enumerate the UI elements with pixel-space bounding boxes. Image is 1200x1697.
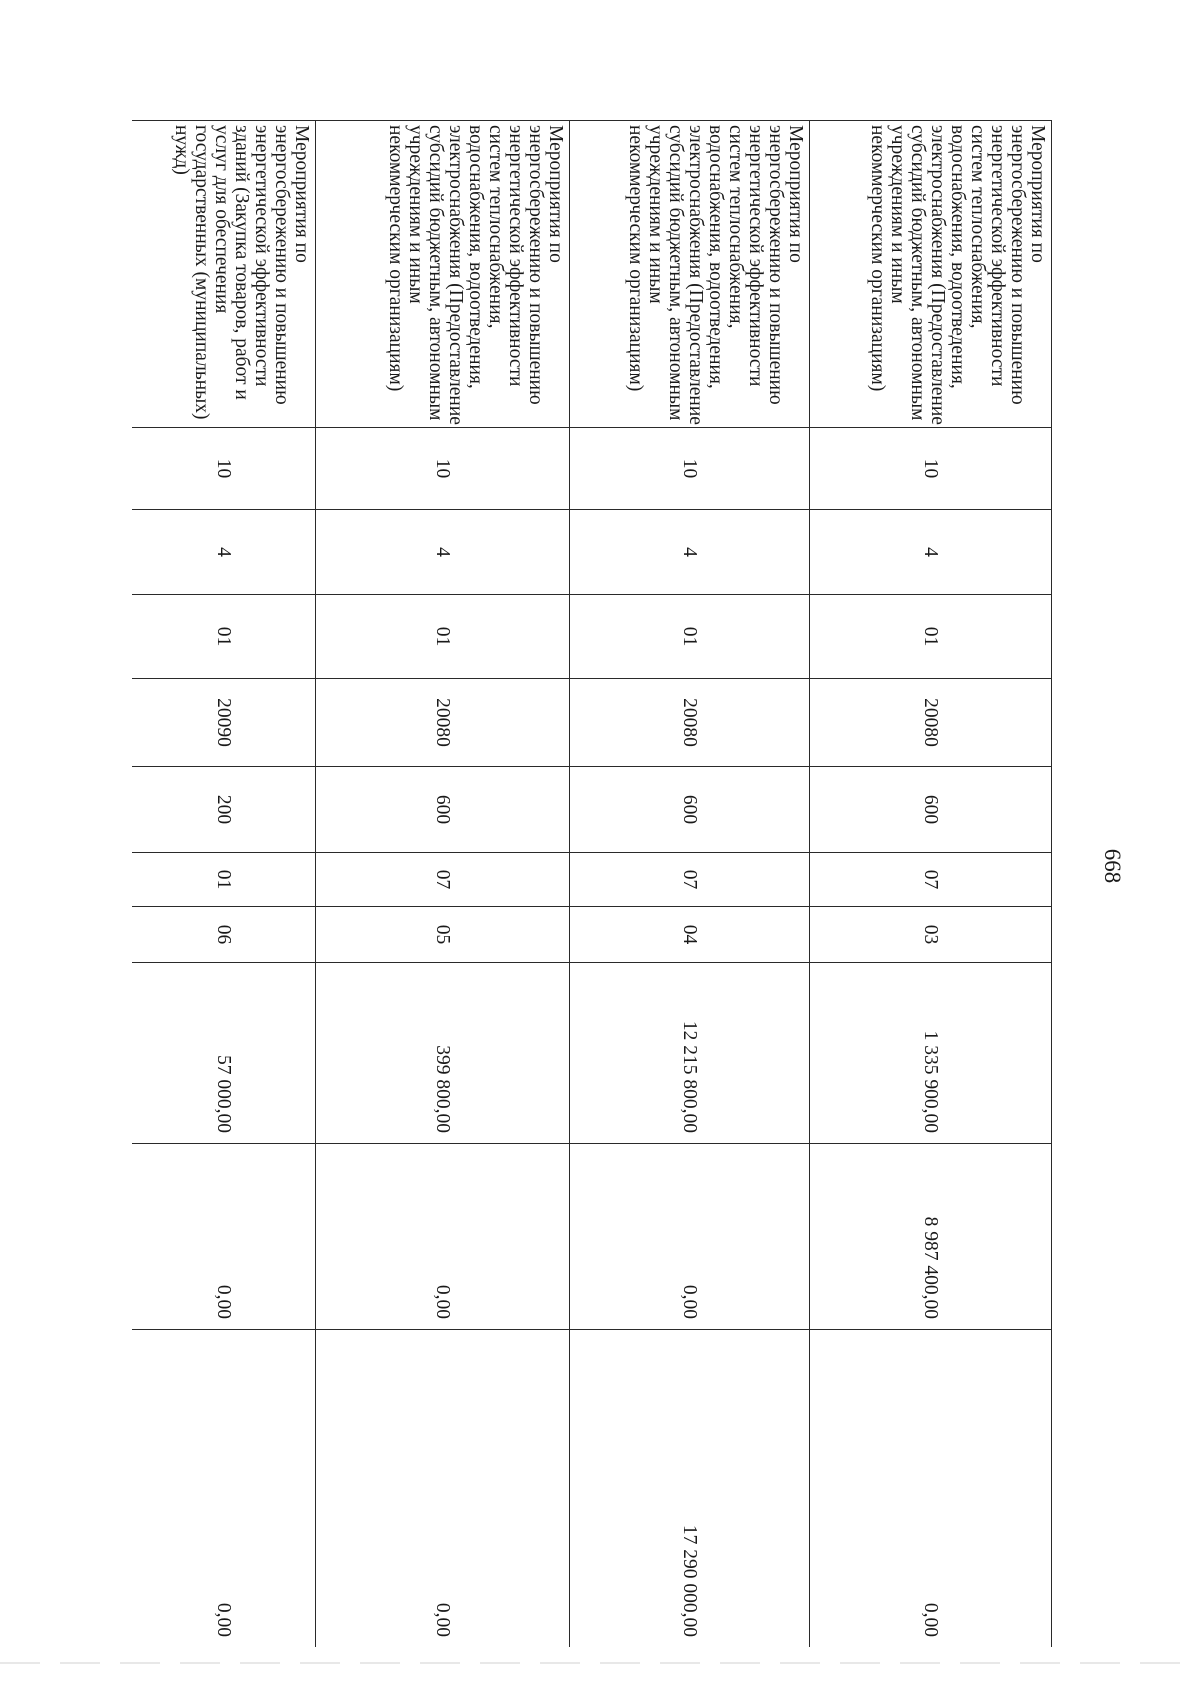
amount-cell: 17 290 000,00	[570, 1330, 810, 1648]
code-cell: 200	[132, 767, 316, 853]
code-cell: 10	[316, 428, 570, 510]
page-number: 668	[1100, 848, 1125, 884]
code-cell: 07	[810, 853, 1052, 907]
table-row	[132, 121, 316, 1648]
code-cell: 05	[316, 907, 570, 963]
code-cell: 01	[132, 853, 316, 907]
code-cell: 20080	[810, 679, 1052, 767]
amount-cell: 1 335 900,00	[810, 963, 1052, 1144]
amount-cell: 0,00	[810, 1330, 1052, 1648]
budget-table-frame	[132, 120, 1052, 1647]
rotated-table-container	[132, 120, 1052, 1647]
amount-cell: 0,00	[570, 1144, 810, 1330]
code-cell: 20080	[570, 679, 810, 767]
code-cell: 4	[570, 510, 810, 595]
code-cell: 07	[316, 853, 570, 907]
activity-name: Мероприятия по энергосбережению и повышению энергетической эффективности систем теплоснабжения, водоснабжения, водоотведения, электроснабжения (Предоставление субсидий бюджетным, автономным учреждениям и иным некоммерческим организациям)	[810, 121, 1052, 428]
code-cell: 01	[132, 595, 316, 679]
code-cell: 600	[570, 767, 810, 853]
code-cell: 10	[132, 428, 316, 510]
code-cell: 07	[570, 853, 810, 907]
code-cell: 4	[316, 510, 570, 595]
code-cell: 20080	[316, 679, 570, 767]
code-cell: 10	[810, 428, 1052, 510]
activity-name: Мероприятия по энергосбережению и повышению энергетической эффективности зданий (Закупка товаров, работ и услуг для обеспечения государственных (муниципальных) нужд)	[132, 121, 316, 428]
amount-cell: 8 987 400,00	[810, 1144, 1052, 1330]
table-row	[316, 121, 570, 1648]
code-cell: 01	[316, 595, 570, 679]
amount-cell: 57 000,00	[132, 963, 316, 1144]
activity-name: Мероприятия по энергосбережению и повышению энергетической эффективности систем теплоснабжения, водоснабжения, водоотведения, электроснабжения (Предоставление субсидий бюджетным, автономным учреждениям и иным некоммерческим организациям)	[570, 121, 810, 428]
code-cell: 10	[570, 428, 810, 510]
amount-cell: 0,00	[132, 1144, 316, 1330]
activity-name: Мероприятия по энергосбережению и повышению энергетической эффективности систем теплоснабжения, водоснабжения, водоотведения, электроснабжения (Предоставление субсидий бюджетным, автономным учреждениям и иным некоммерческим организациям)	[316, 121, 570, 428]
amount-cell: 0,00	[132, 1330, 316, 1648]
code-cell: 04	[570, 907, 810, 963]
code-cell: 06	[132, 907, 316, 963]
code-cell: 01	[570, 595, 810, 679]
code-cell: 20090	[132, 679, 316, 767]
budget-table	[132, 120, 1052, 1647]
code-cell: 03	[810, 907, 1052, 963]
amount-cell: 12 215 800,00	[570, 963, 810, 1144]
code-cell: 4	[132, 510, 316, 595]
table-row	[810, 121, 1052, 1648]
amount-cell: 0,00	[316, 1330, 570, 1648]
amount-cell: 399 800,00	[316, 963, 570, 1144]
code-cell: 600	[810, 767, 1052, 853]
code-cell: 01	[810, 595, 1052, 679]
code-cell: 4	[810, 510, 1052, 595]
table-row	[570, 121, 810, 1648]
scan-edge-artifact	[0, 1662, 1200, 1664]
amount-cell: 0,00	[316, 1144, 570, 1330]
code-cell: 600	[316, 767, 570, 853]
